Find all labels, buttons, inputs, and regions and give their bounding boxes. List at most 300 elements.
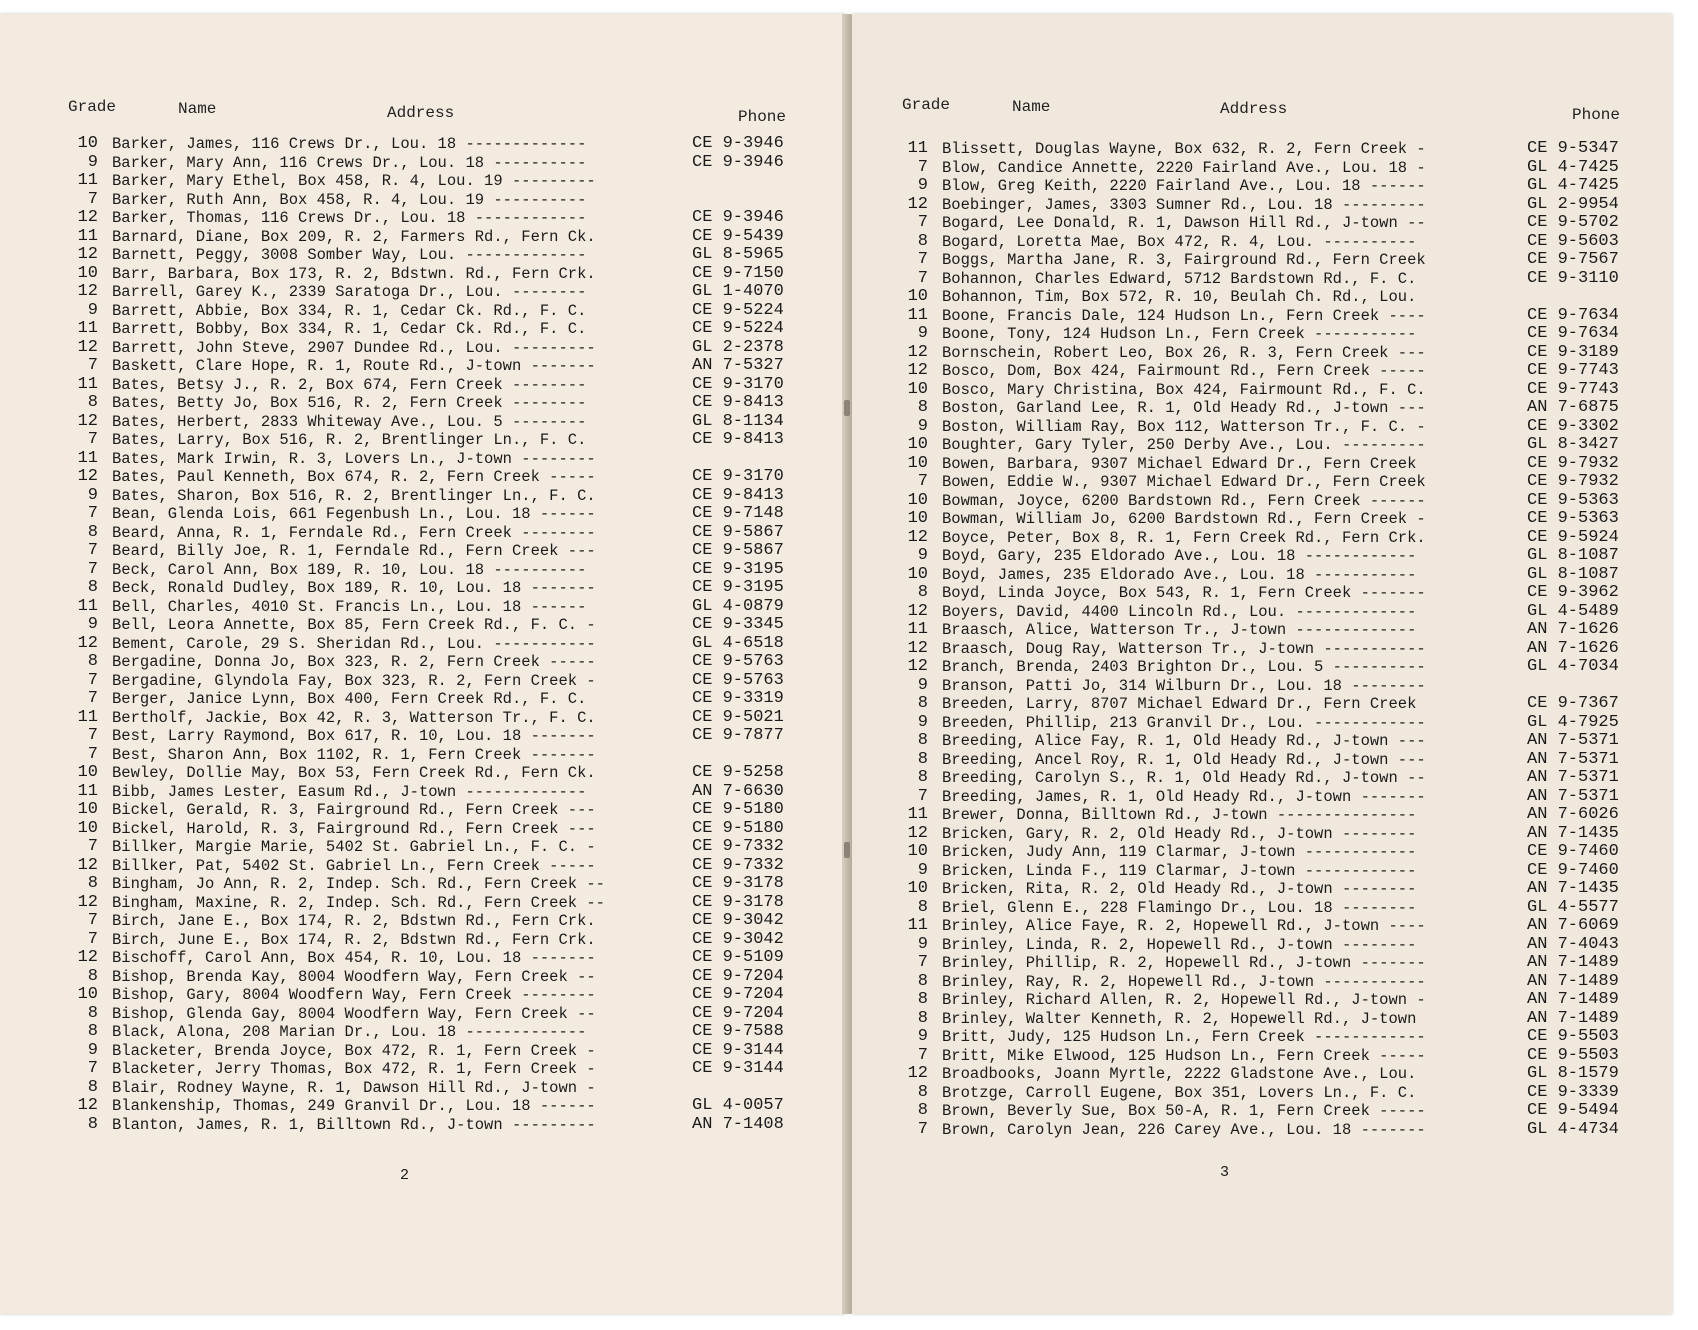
directory-entry [87, 393, 802, 413]
directory-entry [907, 805, 1622, 825]
directory-entry [917, 268, 1622, 289]
directory-entry [907, 194, 1622, 215]
entry-phone: AN 7-5371 [1527, 731, 1619, 750]
entry-phone: CE 9-5439 [692, 226, 784, 246]
entry-grade: 11 [77, 448, 98, 468]
entry-grade: 7 [917, 472, 928, 491]
directory-entry [907, 916, 1622, 936]
entry-grade: 8 [917, 1082, 928, 1102]
entry-grade: 12 [77, 411, 98, 431]
directory-entry [907, 1064, 1622, 1084]
directory-entry [87, 874, 802, 894]
entry-name-address: Boone, Francis Dale, 124 Hudson Ln., Fern Creek ---- [942, 306, 1426, 325]
entry-grade: 12 [907, 342, 928, 362]
entry-name-address: Best, Larry Raymond, Box 617, R. 10, Lou. 18 ------- [112, 727, 596, 745]
directory-entry [77, 1096, 802, 1116]
directory-entry [77, 319, 802, 339]
entry-name-address: Blanton, James, R. 1, Billtown Rd., J-town --------- [112, 1115, 596, 1134]
entry-phone: CE 9-7332 [692, 855, 784, 875]
entry-grade: 10 [907, 564, 928, 584]
entry-name-address: Blow, Candice Annette, 2220 Fairland Ave., Lou. 18 - [942, 158, 1426, 177]
entry-grade: 10 [907, 435, 928, 454]
entry-name-address: Barker, Mary Ann, 116 Crews Dr., Lou. 18 ---------- [112, 153, 587, 172]
entry-phone: CE 9-3946 [692, 134, 784, 153]
entry-grade: 11 [77, 596, 98, 616]
entry-name-address: Boone, Tony, 124 Hudson Ln., Fern Creek ----------- [942, 325, 1417, 343]
entry-phone: AN 7-5327 [692, 356, 784, 375]
staple [844, 400, 850, 416]
entry-phone: CE 9-5021 [692, 707, 784, 727]
name-header: Name [1012, 98, 1051, 116]
entry-phone: CE 9-3189 [1527, 342, 1619, 362]
entry-name-address: Breeding, Alice Fay, R. 1, Old Heady Rd., J-town --- [942, 732, 1426, 750]
entry-phone: CE 9-3319 [692, 689, 784, 708]
entry-grade: 11 [907, 805, 928, 824]
directory-entry [917, 694, 1622, 714]
entry-grade: 12 [77, 245, 98, 264]
entry-grade: 8 [87, 522, 98, 542]
entry-phone: CE 9-7204 [692, 1003, 784, 1023]
directory-entry [87, 1077, 802, 1098]
entry-grade: 10 [77, 263, 98, 283]
entry-phone: AN 7-6875 [1527, 398, 1619, 417]
directory-entry [87, 652, 802, 672]
directory-entry [77, 171, 802, 191]
directory-entry [917, 897, 1622, 918]
grade-header: Grade [68, 98, 117, 116]
entry-name-address: Bean, Glenda Lois, 661 Fegenbush Ln., Lou. 18 ------ [112, 505, 596, 523]
entry-grade: 11 [77, 171, 98, 190]
phone-header: Phone [738, 108, 787, 126]
entry-name-address: Bosco, Mary Christina, Box 424, Fairmount Rd., F. C. [942, 380, 1426, 399]
entry-grade: 7 [917, 786, 928, 806]
entry-grade: 10 [907, 490, 928, 510]
entry-phone: CE 9-7148 [692, 504, 784, 523]
entry-phone: CE 9-3345 [692, 615, 784, 634]
entry-grade: 12 [907, 361, 928, 380]
directory-entry [917, 675, 1622, 696]
entry-phone: GL 1-4070 [692, 282, 784, 301]
entry-phone: AN 7-1435 [1527, 823, 1619, 843]
directory-entry [77, 134, 802, 154]
entry-phone: CE 9-8413 [692, 430, 784, 449]
entry-grade: 7 [87, 504, 98, 523]
directory-entry [917, 971, 1622, 992]
entry-phone: AN 7-1489 [1527, 1008, 1619, 1028]
directory-entry [87, 541, 802, 561]
entry-grade: 12 [77, 948, 98, 967]
directory-entry [907, 879, 1622, 899]
directory-entry [917, 472, 1622, 492]
entry-grade: 8 [87, 1003, 98, 1023]
entry-phone: CE 9-5924 [1527, 527, 1619, 547]
directory-entry [907, 601, 1622, 622]
entry-grade: 7 [917, 157, 928, 177]
entry-name-address: Beck, Ronald Dudley, Box 189, R. 10, Lou. 18 ------- [112, 579, 596, 597]
directory-entry [87, 744, 802, 765]
entry-grade: 10 [77, 763, 98, 782]
directory-entry [87, 929, 802, 950]
entry-grade: 11 [77, 707, 98, 727]
phone-header: Phone [1572, 106, 1621, 124]
entry-grade: 12 [77, 1096, 98, 1115]
entry-phone: AN 7-6026 [1527, 805, 1619, 824]
entry-name-address: Breeding, Carolyn S., R. 1, Old Heady Rd., J-town -- [942, 769, 1426, 787]
entry-phone: CE 9-3170 [692, 467, 784, 486]
entry-name-address: Bates, Larry, Box 516, R. 2, Brentlinger Ln., F. C. [112, 431, 587, 449]
directory-entry [77, 226, 802, 247]
directory-entry [917, 1101, 1622, 1121]
directory-entry [907, 564, 1622, 585]
entry-grade: 7 [917, 953, 928, 972]
directory-entry [907, 139, 1622, 159]
entry-grade: 10 [907, 287, 928, 306]
directory-entry [917, 250, 1622, 270]
entry-name-address: Branson, Patti Jo, 314 Wilburn Dr., Lou. 18 -------- [942, 676, 1426, 695]
entry-name-address: Bohannon, Tim, Box 572, R. 10, Beulah Ch. Rd., Lou. [942, 288, 1417, 306]
directory-entry [917, 176, 1622, 196]
directory-entry [77, 208, 802, 228]
entry-name-address: Broadbooks, Joann Myrtle, 2222 Gladstone Ave., Lou. [942, 1065, 1417, 1083]
entry-phone: GL 8-3427 [1527, 435, 1619, 454]
entry-name-address: Bogard, Lee Donald, R. 1, Dawson Hill Rd., J-town -- [942, 214, 1426, 232]
directory-entry [87, 726, 802, 746]
entry-name-address: Britt, Judy, 125 Hudson Ln., Fern Creek ------------ [942, 1028, 1426, 1046]
entry-name-address: Bates, Betty Jo, Box 516, R. 2, Fern Creek -------- [112, 394, 587, 412]
directory-entry [87, 689, 802, 709]
entry-name-address: Berger, Janice Lynn, Box 400, Fern Creek Rd., F. C. [112, 690, 587, 708]
directory-entry [87, 1022, 802, 1042]
entry-grade: 8 [917, 897, 928, 917]
entry-name-address: Bishop, Glenda Gay, 8004 Woodfern Way, Fern Creek -- [112, 1004, 596, 1023]
entry-phone: CE 9-5494 [1527, 1101, 1619, 1120]
left-directory-list [77, 134, 802, 1134]
entry-name-address: Beard, Billy Joe, R. 1, Ferndale Rd., Fern Creek --- [112, 542, 596, 560]
directory-entry [77, 781, 802, 802]
entry-phone: CE 9-7204 [692, 985, 784, 1004]
entry-name-address: Brinley, Richard Allen, R. 2, Hopewell Rd., J-town - [942, 991, 1426, 1009]
directory-entry [77, 337, 802, 358]
entry-name-address: Brinley, Ray, R. 2, Hopewell Rd., J-town ----------- [942, 972, 1426, 991]
entry-grade: 10 [907, 379, 928, 399]
entry-phone: CE 9-5258 [692, 763, 784, 782]
entry-name-address: Brotzge, Carroll Eugene, Box 351, Lovers Ln., F. C. [942, 1083, 1417, 1102]
entry-grade: 11 [907, 620, 928, 639]
entry-grade: 9 [87, 1040, 98, 1060]
directory-entry [917, 860, 1622, 881]
directory-entry [87, 837, 802, 857]
entry-phone: CE 9-3170 [692, 374, 784, 394]
entry-grade: 9 [87, 615, 98, 634]
directory-entry [87, 152, 802, 173]
entry-phone: AN 7-1408 [692, 1114, 784, 1134]
entry-phone: CE 9-5347 [1527, 139, 1619, 158]
entry-phone: GL 4-7425 [1527, 176, 1619, 195]
entry-phone: CE 9-3110 [1527, 268, 1619, 288]
entry-phone: CE 9-7743 [1527, 361, 1619, 380]
entry-phone: CE 9-5503 [1527, 1045, 1619, 1065]
entry-phone: AN 7-1435 [1527, 879, 1619, 898]
entry-phone: CE 9-3144 [692, 1059, 784, 1078]
entry-name-address: Bricken, Judy Ann, 119 Clarmar, J-town ------------ [942, 843, 1417, 861]
directory-entry [917, 398, 1622, 418]
entry-grade: 12 [77, 208, 98, 227]
entry-phone: CE 9-7877 [692, 726, 784, 745]
entry-phone: AN 7-1489 [1527, 953, 1619, 972]
entry-name-address: Bowman, William Jo, 6200 Bardstown Rd., Fern Creek - [942, 510, 1426, 528]
entry-grade: 11 [77, 781, 98, 801]
entry-name-address: Billker, Pat, 5402 St. Gabriel Ln., Fern Creek ----- [112, 856, 596, 875]
entry-name-address: Brinley, Walter Kenneth, R. 2, Hopewell Rd., J-town [942, 1009, 1417, 1028]
entry-name-address: Briel, Glenn E., 228 Flamingo Dr., Lou. 18 -------- [942, 898, 1417, 917]
directory-entry [87, 356, 802, 376]
entry-grade: 8 [87, 652, 98, 671]
entry-name-address: Boyers, David, 4400 Lincoln Rd., Lou. ------------- [942, 602, 1417, 621]
entry-phone: CE 9-7588 [692, 1022, 784, 1041]
directory-entry [917, 786, 1622, 807]
directory-entry [87, 615, 802, 635]
directory-entry [77, 282, 802, 302]
entry-grade: 7 [917, 250, 928, 269]
directory-entry [87, 300, 802, 321]
directory-entry [917, 1119, 1622, 1140]
entry-name-address: Branch, Brenda, 2403 Brighton Dr., Lou. 5 ---------- [942, 658, 1426, 676]
directory-entry [917, 1045, 1622, 1066]
entry-grade: 7 [87, 744, 98, 764]
entry-name-address: Bricken, Rita, R. 2, Old Heady Rd., J-town -------- [942, 880, 1417, 898]
entry-phone: CE 9-5603 [1527, 231, 1619, 251]
directory-entry [87, 189, 802, 210]
entry-name-address: Brinley, Alice Faye, R. 2, Hopewell Rd., J-town ---- [942, 917, 1426, 935]
directory-entry [907, 361, 1622, 381]
entry-grade: 11 [907, 916, 928, 935]
directory-entry [907, 842, 1622, 862]
entry-phone: GL 4-7925 [1527, 712, 1619, 732]
entry-phone: CE 9-7932 [1527, 453, 1619, 473]
entry-grade: 12 [907, 823, 928, 843]
entry-grade: 8 [917, 1008, 928, 1028]
directory-entry [87, 504, 802, 524]
entry-phone: AN 7-5371 [1527, 749, 1619, 769]
directory-entry [917, 953, 1622, 973]
entry-name-address: Brinley, Linda, R. 2, Hopewell Rd., J-town -------- [942, 935, 1417, 954]
entry-phone: CE 9-5763 [692, 652, 784, 671]
directory-entry [917, 1027, 1622, 1047]
entry-phone: CE 9-3042 [692, 911, 784, 930]
entry-phone: CE 9-5224 [692, 300, 784, 320]
entry-grade: 11 [77, 374, 98, 394]
entry-name-address: Boebinger, James, 3303 Sumner Rd., Lou. 18 --------- [942, 195, 1426, 214]
entry-grade: 12 [907, 657, 928, 676]
entry-grade: 12 [77, 337, 98, 357]
entry-name-address: Bertholf, Jackie, Box 42, R. 3, Watterson Tr., F. C. [112, 708, 596, 727]
entry-grade: 7 [87, 559, 98, 579]
entry-phone: CE 9-7567 [1527, 250, 1619, 269]
entry-name-address: Barker, Thomas, 116 Crews Dr., Lou. 18 ------------ [112, 209, 587, 227]
entry-name-address: Barnett, Peggy, 3008 Somber Way, Lou. ------------- [112, 246, 587, 264]
entry-grade: 7 [87, 430, 98, 449]
entry-phone: AN 7-5371 [1527, 786, 1619, 806]
directory-entry [907, 527, 1622, 548]
entry-grade: 10 [77, 134, 98, 153]
directory-entry [77, 818, 802, 839]
entry-phone: GL 2-2378 [692, 337, 784, 357]
entry-name-address: Barrell, Garey K., 2339 Saratoga Dr., Lou. -------- [112, 283, 587, 301]
entry-name-address: Boyd, Gary, 235 Eldorado Ave., Lou. 18 ------------ [942, 547, 1417, 565]
entry-phone: CE 9-5109 [692, 948, 784, 967]
entry-grade: 8 [87, 1022, 98, 1041]
entry-phone: CE 9-3178 [692, 892, 784, 912]
grade-header: Grade [902, 96, 951, 114]
entry-name-address: Breeding, Ancel Roy, R. 1, Old Heady Rd., J-town --- [942, 750, 1426, 769]
entry-phone: CE 9-5867 [692, 541, 784, 560]
directory-entry [77, 855, 802, 876]
entry-phone: CE 9-7460 [1527, 860, 1619, 880]
entry-phone: CE 9-8413 [692, 485, 784, 505]
entry-phone: GL 4-5577 [1527, 897, 1619, 917]
entry-name-address: Bowen, Eddie W., 9307 Michael Edward Dr., Fern Creek [942, 473, 1426, 491]
directory-entry [87, 1114, 802, 1135]
entry-name-address: Bates, Betsy J., R. 2, Box 674, Fern Creek -------- [112, 375, 587, 394]
entry-name-address: Bowman, Joyce, 6200 Bardstown Rd., Fern Creek ------ [942, 491, 1426, 510]
entry-phone: GL 8-1087 [1527, 564, 1619, 584]
entry-phone: AN 7-1489 [1527, 990, 1619, 1009]
entry-name-address: Bishop, Brenda Kay, 8004 Woodfern Way, Fern Creek -- [112, 967, 596, 986]
entry-phone: GL 4-0057 [692, 1096, 784, 1115]
entry-phone: CE 9-5702 [1527, 213, 1619, 232]
directory-entry [77, 448, 802, 469]
entry-name-address: Brewer, Donna, Billtown Rd., J-town --------------- [942, 806, 1417, 824]
entry-grade: 8 [917, 971, 928, 991]
right-directory-list [907, 139, 1622, 1139]
entry-name-address: Best, Sharon Ann, Box 1102, R. 1, Fern Creek ------- [112, 745, 596, 764]
directory-entry [77, 800, 802, 820]
entry-name-address: Bornschein, Robert Leo, Box 26, R. 3, Fern Creek --- [942, 343, 1426, 362]
directory-entry [77, 763, 802, 783]
entry-name-address: Bingham, Maxine, R. 2, Indep. Sch. Rd., Fern Creek -- [112, 893, 605, 912]
directory-entry [77, 633, 802, 654]
directory-entry [87, 559, 802, 580]
directory-entry [907, 453, 1622, 474]
address-header: Address [387, 104, 455, 122]
entry-grade: 8 [917, 990, 928, 1009]
entry-phone: GL 4-7425 [1527, 157, 1619, 177]
entry-phone: CE 9-3144 [692, 1040, 784, 1060]
entry-name-address: Bingham, Jo Ann, R. 2, Indep. Sch. Rd., Fern Creek -- [112, 875, 605, 893]
entry-name-address: Brinley, Phillip, R. 2, Hopewell Rd., J-town ------- [942, 954, 1426, 972]
entry-name-address: Bogard, Loretta Mae, Box 472, R. 4, Lou. ---------- [942, 232, 1417, 251]
entry-phone: GL 4-5489 [1527, 601, 1619, 621]
entry-name-address: Blacketer, Jerry Thomas, Box 472, R. 1, Fern Creek - [112, 1060, 596, 1078]
entry-name-address: Bricken, Linda F., 119 Clarmar, J-town ------------ [942, 861, 1417, 880]
entry-grade: 8 [917, 694, 928, 713]
entry-name-address: Beard, Anna, R. 1, Ferndale Rd., Fern Creek -------- [112, 523, 596, 542]
entry-phone: AN 7-1626 [1527, 638, 1619, 658]
directory-entry [77, 374, 802, 395]
address-header: Address [1220, 100, 1288, 118]
entry-grade: 12 [77, 855, 98, 875]
entry-name-address: Barker, Ruth Ann, Box 458, R. 4, Lou. 19 ---------- [112, 190, 587, 209]
entry-grade: 10 [77, 818, 98, 838]
directory-entry [917, 213, 1622, 233]
directory-entry [917, 546, 1622, 566]
entry-phone: CE 9-5763 [692, 670, 784, 690]
entry-name-address: Bischoff, Carol Ann, Box 454, R. 10, Lou. 18 ------- [112, 949, 596, 967]
entry-phone: CE 9-5180 [692, 818, 784, 838]
entry-name-address: Barr, Barbara, Box 173, R. 2, Bdstwn. Rd., Fern Crk. [112, 264, 596, 283]
entry-grade: 8 [87, 393, 98, 412]
entry-name-address: Bickel, Gerald, R. 3, Fairground Rd., Fern Creek --- [112, 801, 596, 819]
entry-phone: GL 4-7034 [1527, 657, 1619, 676]
entry-grade: 10 [77, 985, 98, 1004]
entry-phone: CE 9-7367 [1527, 694, 1619, 713]
entry-name-address: Barker, James, 116 Crews Dr., Lou. 18 ------------- [112, 135, 587, 153]
entry-grade: 12 [907, 601, 928, 621]
entry-grade: 9 [917, 860, 928, 880]
entry-name-address: Bement, Carole, 29 S. Sheridan Rd., Lou. ----------- [112, 634, 596, 653]
entry-phone: AN 7-1489 [1527, 971, 1619, 991]
entry-phone: GL 4-0879 [692, 596, 784, 616]
entry-grade: 11 [907, 139, 928, 158]
entry-phone: CE 9-7460 [1527, 842, 1619, 861]
entry-grade: 11 [77, 319, 98, 338]
entry-name-address: Bishop, Gary, 8004 Woodfern Way, Fern Creek -------- [112, 986, 596, 1004]
entry-name-address: Bates, Sharon, Box 516, R. 2, Brentlinger Ln., F. C. [112, 486, 596, 505]
entry-name-address: Bohannon, Charles Edward, 5712 Bardstown Rd., F. C. [942, 269, 1417, 288]
directory-entry [87, 670, 802, 691]
entry-grade: 9 [917, 712, 928, 732]
entry-phone: CE 9-5180 [692, 800, 784, 819]
entry-name-address: Birch, Jane E., Box 174, R. 2, Bdstwn Rd., Fern Crk. [112, 912, 596, 930]
entry-name-address: Brown, Carolyn Jean, 226 Carey Ave., Lou. 18 ------- [942, 1120, 1426, 1139]
entry-grade: 7 [87, 726, 98, 745]
directory-entry [907, 620, 1622, 640]
entry-phone: CE 9-5363 [1527, 490, 1619, 510]
entry-grade: 10 [907, 453, 928, 473]
entry-name-address: Bell, Leora Annette, Box 85, Fern Creek Rd., F. C. - [112, 616, 596, 634]
entry-grade: 7 [917, 1045, 928, 1065]
directory-entry [917, 583, 1622, 603]
entry-name-address: Bates, Mark Irwin, R. 3, Lovers Ln., J-town -------- [112, 449, 596, 468]
entry-name-address: Boston, Garland Lee, R. 1, Old Heady Rd., J-town --- [942, 399, 1426, 417]
entry-grade: 8 [917, 231, 928, 251]
entry-grade: 9 [917, 1027, 928, 1046]
entry-grade: 7 [917, 1119, 928, 1139]
entry-name-address: Bates, Paul Kenneth, Box 674, R. 2, Fern Creek ----- [112, 468, 596, 486]
entry-phone: CE 9-3946 [692, 208, 784, 227]
entry-grade: 8 [917, 398, 928, 417]
entry-grade: 7 [917, 213, 928, 232]
entry-grade: 7 [917, 268, 928, 288]
entry-name-address: Black, Alona, 208 Marian Dr., Lou. 18 ------------- [112, 1023, 587, 1041]
entry-grade: 7 [87, 189, 98, 209]
entry-phone: AN 7-4043 [1527, 934, 1619, 954]
entry-grade: 7 [87, 1059, 98, 1078]
entry-name-address: Bricken, Gary, R. 2, Old Heady Rd., J-town -------- [942, 824, 1417, 843]
directory-entry [917, 768, 1622, 788]
entry-phone: CE 9-7204 [692, 966, 784, 986]
directory-entry [907, 657, 1622, 677]
directory-entry [87, 1040, 802, 1061]
entry-name-address: Bergadine, Glyndola Fay, Box 323, R. 2, Fern Creek - [112, 671, 596, 690]
directory-entry [77, 263, 802, 284]
directory-entry [907, 287, 1622, 307]
entry-name-address: Bewley, Dollie May, Box 53, Fern Creek Rd., Fern Ck. [112, 764, 596, 782]
directory-entry [87, 1003, 802, 1024]
entry-name-address: Barrett, Bobby, Box 334, R. 1, Cedar Ck. Rd., F. C. [112, 320, 587, 338]
entry-grade: 9 [87, 300, 98, 320]
entry-phone: CE 9-3339 [1527, 1082, 1619, 1102]
